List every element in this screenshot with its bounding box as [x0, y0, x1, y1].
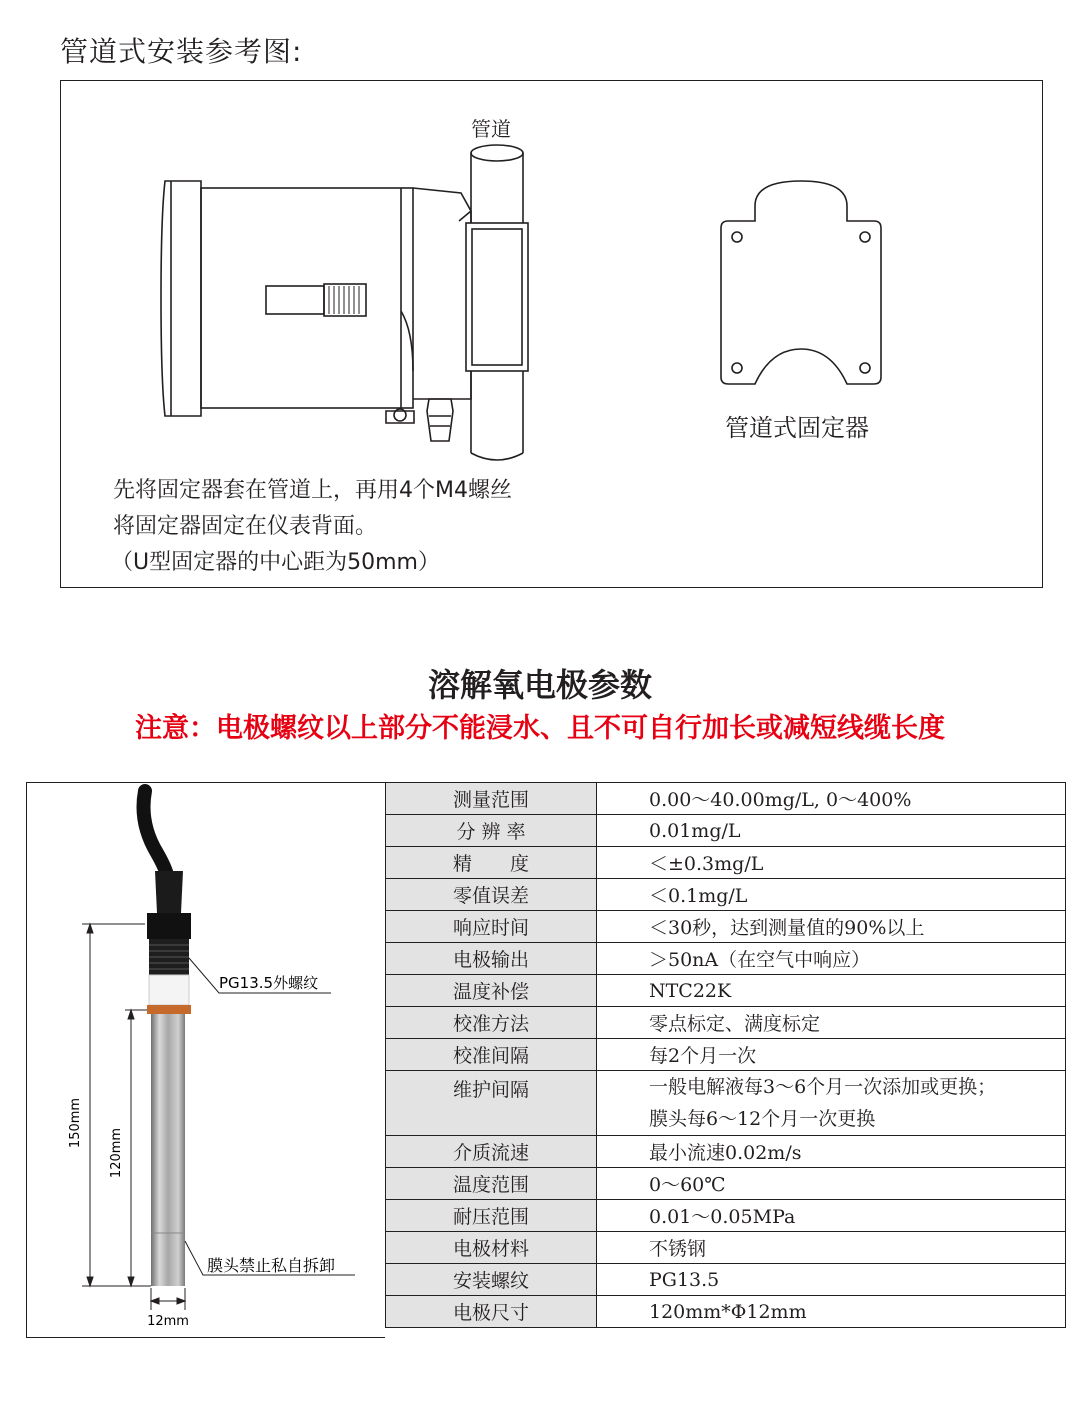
spec-value: ＜30秒，达到测量值的90%以上 [597, 911, 1066, 943]
cable-gland [427, 399, 453, 441]
probe-head [147, 913, 191, 939]
spec-key: 测量范围 [386, 783, 597, 815]
thread-callout: PG13.5外螺纹 [219, 974, 319, 992]
pipe-clamp [466, 223, 528, 371]
spec-value: ＞50nA（在空气中响应） [597, 943, 1066, 975]
steel-body [151, 1014, 185, 1286]
bracket-label: 管道式固定器 [725, 414, 869, 442]
spec-key: 分 辨 率 [386, 815, 597, 847]
spec-row [386, 879, 1066, 911]
spec-row [386, 1296, 1066, 1328]
pipe-label: 管道 [471, 117, 511, 141]
spec-value: PG13.5 [597, 1264, 1066, 1296]
white-seal [149, 975, 189, 1005]
spec-key: 精 度 [386, 847, 597, 879]
bracket-hole [732, 363, 742, 373]
spec-value [597, 1071, 1066, 1136]
probe-cable [144, 791, 168, 875]
spec-value-line: 一般电解液每3～6个月一次添加或更换； [649, 1076, 997, 1098]
spec-key: 响应时间 [386, 911, 597, 943]
spec-row [386, 943, 1066, 975]
spec-value: 不锈钢 [597, 1232, 1066, 1264]
spec-row [386, 847, 1066, 879]
param-warning-note: 注意：电极螺纹以上部分不能浸水、且不可自行加长或减短线缆长度 [135, 713, 945, 744]
spec-value: 最小流速0.02m/s [597, 1136, 1066, 1168]
spec-value: 120mm*Φ12mm [597, 1296, 1066, 1328]
spec-value: 每2个月一次 [597, 1039, 1066, 1071]
spec-row [386, 1232, 1066, 1264]
u-bracket [721, 181, 881, 384]
spec-key: 电极尺寸 [386, 1296, 597, 1328]
spec-value: 0.00～40.00mg/L, 0～400% [597, 783, 1066, 815]
meter-housing [201, 188, 413, 408]
spec-key: 耐压范围 [386, 1200, 597, 1232]
spec-row [386, 975, 1066, 1007]
spec-key: 电极输出 [386, 943, 597, 975]
spec-row [386, 783, 1066, 815]
strain-relief [155, 871, 183, 913]
spec-row [386, 1071, 1066, 1136]
instruction-line-2: 将固定器固定在仪表背面。 [113, 514, 378, 539]
spec-key: 介质流速 [386, 1136, 597, 1168]
membrane-callout: 膜头禁止私自拆卸 [207, 1256, 336, 1275]
spec-key: 安装螺纹 [386, 1264, 597, 1296]
bracket-hole [860, 232, 870, 242]
spec-key: 校准方法 [386, 1007, 597, 1039]
spec-key: 电极材料 [386, 1232, 597, 1264]
meter-front-bezel [161, 181, 201, 416]
spec-key: 维护间隔 [386, 1071, 597, 1136]
spec-value: 0.01～0.05MPa [597, 1200, 1066, 1232]
dim-150-label: 150mm [68, 1097, 83, 1149]
param-title: 溶解氧电极参数 [427, 666, 652, 704]
spec-value-line: 膜头每6～12个月一次更换 [649, 1108, 876, 1130]
probe-diagram [27, 783, 386, 1339]
install-title: 管道式安装参考图: [60, 35, 303, 68]
probe-diagram-frame [26, 782, 385, 1338]
o-ring [147, 1005, 191, 1014]
spec-value: ＜0.1mg/L [597, 879, 1066, 911]
dim-12-label: 12mm [147, 1314, 189, 1329]
spec-key: 校准间隔 [386, 1039, 597, 1071]
spec-row [386, 1136, 1066, 1168]
spec-key: 温度补偿 [386, 975, 597, 1007]
dim-120-label: 120mm [109, 1127, 124, 1179]
bracket-hole [732, 232, 742, 242]
spec-value: 0～60℃ [597, 1168, 1066, 1200]
spec-row [386, 815, 1066, 847]
spec-table [385, 782, 1066, 1328]
spec-row [386, 1039, 1066, 1071]
instruction-line-1: 先将固定器套在管道上，再用4个M4螺丝 [113, 478, 512, 503]
spec-value: 0.01mg/L [597, 815, 1066, 847]
spec-value: NTC22K [597, 975, 1066, 1007]
spec-row [386, 1007, 1066, 1039]
spec-key: 零值误差 [386, 879, 597, 911]
bracket-hole [860, 363, 870, 373]
spec-row [386, 1200, 1066, 1232]
spec-row [386, 1168, 1066, 1200]
spec-value: ＜±0.3mg/L [597, 847, 1066, 879]
connector-grip [324, 284, 366, 316]
meter-rear [413, 188, 471, 399]
side-connector [266, 286, 324, 314]
spec-key: 温度范围 [386, 1168, 597, 1200]
spec-row [386, 911, 1066, 943]
spec-value: 零点标定、满度标定 [597, 1007, 1066, 1039]
spec-row [386, 1264, 1066, 1296]
install-diagram-frame [60, 80, 1043, 588]
instruction-line-3: （U型固定器的中心距为50mm） [111, 550, 440, 575]
